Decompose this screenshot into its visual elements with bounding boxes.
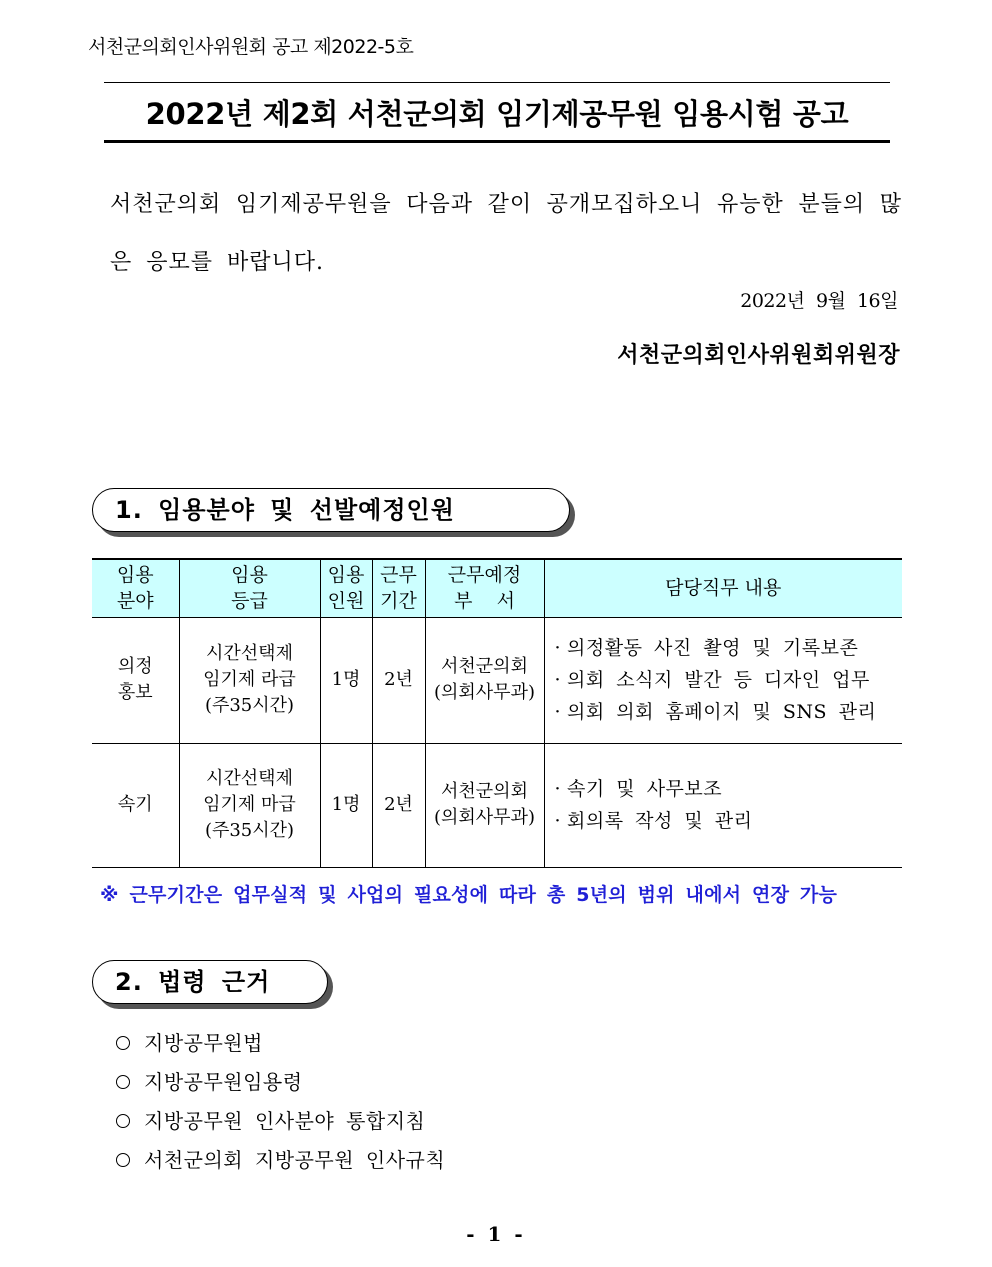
cell-department: 서천군의회 (의회사무과) (425, 617, 544, 743)
cell-grade: 시간선택제 임기제 라급 (주35시간) (179, 617, 320, 743)
cell-duties (544, 743, 902, 867)
list-item: 지방공무원법 (116, 1024, 445, 1063)
page-title: 2022년 제2회 서천군의회 임기제공무원 임용시험 공고 (145, 97, 849, 131)
issuer-name: 서천군의회인사위원회위원장 (617, 343, 900, 368)
cell-period: 2년 (372, 617, 425, 743)
duty-item: · 의회 소식지 발간 등 디자인 업무 (554, 669, 870, 691)
column-header-grade: 임용 등급 (179, 559, 320, 617)
recruitment-table (92, 558, 902, 868)
column-header-field: 임용 분야 (92, 559, 179, 617)
cell-period: 2년 (372, 743, 425, 867)
legal-basis-list (116, 1024, 445, 1180)
column-header-count: 임용 인원 (320, 559, 372, 617)
table-row (92, 743, 902, 867)
duty-item: · 의정활동 사진 촬영 및 기록보존 (554, 637, 859, 659)
cell-duties (544, 617, 902, 743)
intro-paragraph: 서천군의회 임기제공무원을 다음과 같이 공개모집하오니 유능한 분들의 많은 응모를 바랍니다. (110, 192, 902, 275)
column-header-department: 근무예정 부 서 (425, 559, 544, 617)
title-rule-top (104, 82, 890, 83)
duty-item: · 회의록 작성 및 관리 (554, 810, 753, 832)
document-number: 서천군의회인사위원회 공고 제2022-5호 (88, 36, 414, 58)
cell-field: 의정 홍보 (92, 617, 179, 743)
extension-note: ※ 근무기간은 업무실적 및 사업의 필요성에 따라 총 5년의 범위 내에서 연장 가능 (100, 884, 838, 906)
list-item: 서천군의회 지방공무원 인사규칙 (116, 1141, 445, 1180)
circle-bullet-icon (116, 1114, 130, 1128)
cell-grade: 시간선택제 임기제 마급 (주35시간) (179, 743, 320, 867)
cell-field: 속기 (92, 743, 179, 867)
list-item: 지방공무원임용령 (116, 1063, 445, 1102)
section-heading-legal-basis: 2. 법령 근거 (92, 960, 328, 1004)
duty-item: · 의회 의회 홈페이지 및 SNS 관리 (554, 701, 877, 723)
title-rule-bottom (104, 140, 890, 143)
cell-count: 1명 (320, 617, 372, 743)
circle-bullet-icon (116, 1075, 130, 1089)
column-header-period: 근무 기간 (372, 559, 425, 617)
cell-count: 1명 (320, 743, 372, 867)
table-header-row (92, 559, 902, 617)
page-number: - 1 - (466, 1222, 526, 1246)
section-heading-recruitment: 1. 임용분야 및 선발예정인원 (92, 488, 570, 532)
column-header-duties: 담당직무 내용 (544, 559, 902, 617)
circle-bullet-icon (116, 1036, 130, 1050)
list-item: 지방공무원 인사분야 통합지침 (116, 1102, 445, 1141)
table-row (92, 617, 902, 743)
circle-bullet-icon (116, 1153, 130, 1167)
cell-department: 서천군의회 (의회사무과) (425, 743, 544, 867)
announcement-date: 2022년 9월 16일 (740, 290, 898, 312)
duty-item: · 속기 및 사무보조 (554, 778, 723, 800)
